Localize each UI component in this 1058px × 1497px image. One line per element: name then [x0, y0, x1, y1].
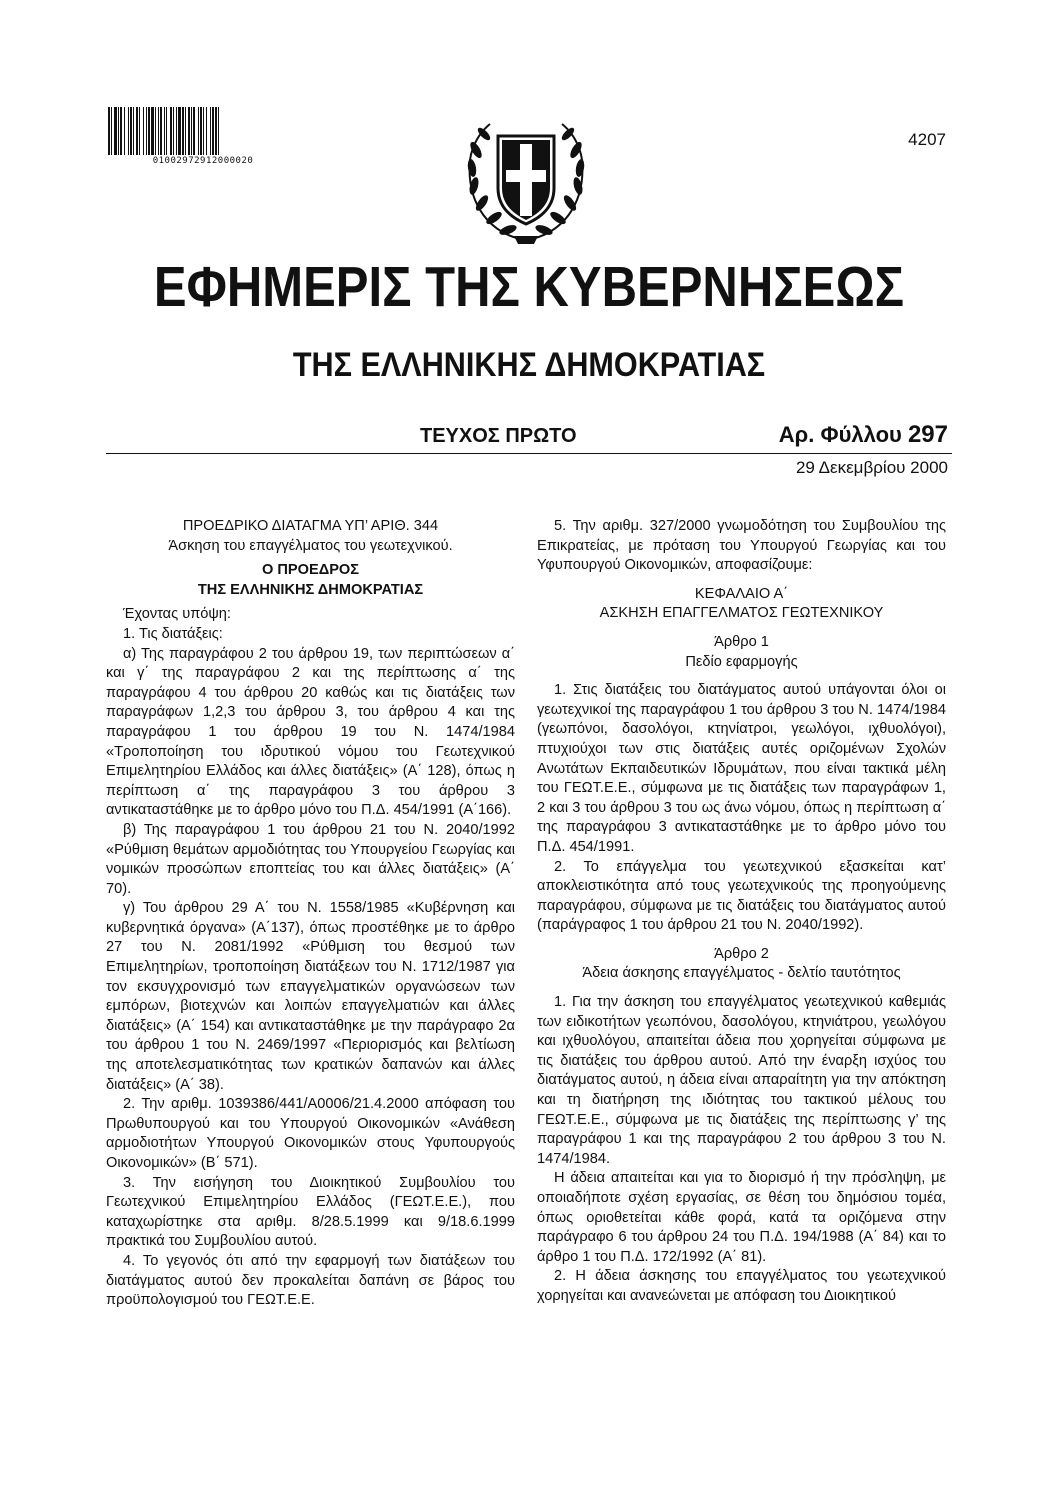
having-regard: Έχοντας υπόψη:	[123, 606, 231, 623]
paragraph: 1. Στις διατάξεις του διατάγματος αυτού υπάγονται όλοι οι γεωτεχνικοί της παραγράφου 1 του άρθρου 3 του Ν. 1474/1984 (γεωπόνοι, δασολόγοι, κτηνίατροι, γεωλόγοι, ιχθυολόγοι), πτυχιούχοι των στις διατάξεις αυτές οριζομένων Σχολών Ανωτάτων Εκπαιδευτικών Ιδρυμάτων, που είναι τακτικά μέλη του ΓΕΩΤ.Ε.Ε., σύμφωνα με τις διατάξεις των παραγράφων 1, 2 και 3 του άρθρου 3 του ως άνω νόμου, όπως η περίπτωση α΄ της παραγράφου 3 αντικαταστάθηκε με το άρθρο μόνο του Π.Δ. 454/1991.	[537, 682, 946, 855]
article-heading: Άρθρο 1	[714, 633, 769, 650]
issue-type: ΤΕΥΧΟΣ ΠΡΩΤΟ	[420, 425, 577, 447]
paragraph: 4. Το γεγονός ότι από την εφαρμογή των διατάξεων του διατάγματος αυτού δεν προκαλείται δαπάνη σε βάρος του προϋπολογισμού του ΓΕΩΤ.Ε.Ε.	[106, 1252, 515, 1309]
paragraph: 1. Για την άσκηση του επαγγέλματος γεωτεχνικού καθεμιάς των ειδικοτήτων γεωπόνου, δασολόγου, κτηνιάτρου, γεωλόγου και ιχθυολόγου, απαιτείται άδεια που χορηγείται σύμφωνα με τις διατάξεις του άρθρου αυτού. Από την έναρξη ισχύος του διατάγματος αυτού, η άδεια είναι απαραίτητη για την απόκτηση και τη διατήρηση της ιδιότητας του τακτικού μέλους του ΓΕΩΤ.Ε.Ε., σύμφωνα με τις διατάξεις της περίπτωσης γ’ της παραγράφου 1 και της παραγράφου 2 του άρθρου 3 του Ν. 1474/1984.	[537, 994, 946, 1167]
paragraph: 3. Την εισήγηση του Διοικητικού Συμβουλίου του Γεωτεχνικού Επιμελητηρίου Ελλάδος (ΓΕΩΤ.Ε.Ε.), που καταχωρίστηκε στα αριθμ. 8/28.5.1999 και 9/18.6.1999 πρακτικά του Συμβουλίου αυτού.	[106, 1174, 515, 1250]
coat-of-arms-emblem	[456, 110, 596, 250]
paragraph: γ) Του άρθρου 29 Α΄ του Ν. 1558/1985 «Κυβέρνηση και κυβερνητικά όργανα» (Α΄137), όπως προστέθηκε με το άρθρο 27 του Ν. 2081/1992 «Ρύθμιση του θεσμού των Επιμελητηρίων, τροποποίηση διατάξεων του Ν. 1712/1987 για τον εκσυγχρονισμό των επαγγελματικών οργανώσεων των εμπόρων, βιοτεχνών και λοιπών επαγγελματιών και άλλες διατάξεις» (Α΄ 154) και αντικαταστάθηκε με την παράγραφο 2α του άρθρου 1 του Ν. 2469/1997 «Περιορισμός και βελτίωση της αποτελεσματικότητας των κρατικών δαπανών και άλλες διατάξεις» (Α΄ 38).	[106, 900, 515, 1093]
issue-date: 29 Δεκεμβρίου 2000	[795, 458, 948, 477]
gazette-title: ΕΦΗΜΕΡΙΣ ΤΗΣ ΚΥΒΕΡΝΗΣΕΩΣ	[153, 255, 905, 319]
chapter-heading: ΚΕΦΑΛΑΙΟ Α΄	[694, 585, 789, 602]
paragraph: 2. Το επάγγελμα του γεωτεχνικού εξασκείται κατ’ αποκλειστικότητα από τους γεωτεχνικούς της προηγούμενης παραγράφου, σύμφωνα με τις διατάξεις του διατάγματος αυτού (παράγραφος 1 του άρθρου 21 του Ν. 2040/1992).	[537, 858, 946, 934]
paragraph: Η άδεια απαιτείται και για το διορισμό ή την πρόσληψη, με οποιαδήποτε σχέση εργασίας, σε θέση του δημόσιου τομέα, όπως οριοθετείται κάθε φορά, κατά τα οριζόμενα στην παράγραφο 6 του άρθρου 24 του Π.Δ. 194/1988 (Α΄ 84) και το άρθρο 1 του Π.Δ. 172/1992 (Α΄ 81).	[537, 1170, 946, 1265]
barcode-bars	[108, 107, 298, 155]
paragraph: 2. Την αριθμ. 1039386/441/Α0006/21.4.2000 απόφαση του Πρωθυπουργού και του Υπουργού Οικονομικών «Ανάθεση αρμοδιοτήτων Υπουργού Οικονομικών στους Υφυπουργούς Οικονομικών» (Β΄ 571).	[106, 1096, 515, 1171]
article-title: Άδεια άσκησης επαγγέλματος - δελτίο ταυτότητος	[582, 965, 901, 982]
decree-subject: Άσκηση του επαγγέλματος του γεωτεχνικού.	[168, 537, 453, 554]
barcode-number: 01002972912000020	[152, 156, 254, 166]
gazette-subtitle: ΤΗΣ ΕΛΛΗΝΙΚΗΣ ΔΗΜΟΚΡΑΤΙΑΣ	[292, 346, 766, 384]
barcode	[108, 107, 298, 171]
page-number: 4207	[908, 130, 946, 149]
president-heading-line2: ΤΗΣ ΕΛΛΗΝΙΚΗΣ ΔΗΜΟΚΡΑΤΙΑΣ	[197, 581, 424, 598]
decree-title: ΠΡΟΕΔΡΙΚΟ ΔΙΑΤΑΓΜΑ ΥΠ’ ΑΡΙΘ. 344	[182, 518, 439, 534]
left-column	[106, 517, 515, 1311]
sheet-number-line	[779, 421, 948, 449]
chapter-title: ΑΣΚΗΣΗ ΕΠΑΓΓΕΛΜΑΤΟΣ ΓΕΩΤΕΧΝΙΚΟΥ	[599, 605, 884, 622]
article-heading: Άρθρο 2	[714, 945, 769, 962]
paragraph: 5. Την αριθμ. 327/2000 γνωμοδότηση του Συμβουλίου της Επικρατείας, με πρόταση του Υπουργού Γεωργίας και του Υφυπουργού Οικονομικών, αποφασίζουμε:	[537, 518, 946, 574]
paragraph: α) Της παραγράφου 2 του άρθρου 19, των περιπτώσεων α΄ και γ΄ της παραγράφου 2 και της περίπτωσης α΄ της παραγράφου 4 του άρθρου 20 καθώς και τις διατάξεις των παραγράφων 1,2,3 του άρθρου 3, του άρθρου 4 και της παραγράφου 1 του άρθρου 19 του Ν. 1474/1984 «Τροποποίηση του ιδρυτικού νόμου του Γεωτεχνικού Επιμελητηρίου Ελλάδος και άλλες διατάξεις» (Α΄ 128), όπως η περίπτωση α΄ της παραγράφου 3 του άρθρου 3 αντικαταστάθηκε με το άρθρο μόνο του Π.Δ. 454/1991 (Α΄166).	[106, 645, 515, 819]
sheet-number: 297	[907, 421, 948, 448]
sheet-label: Αρ. Φύλλου	[778, 422, 902, 447]
paragraph: β) Της παραγράφου 1 του άρθρου 21 του Ν. 2040/1992 «Ρύθμιση θεμάτων αρμοδιότητας του Υπουργείου Γεωργίας και νομικών προσώπων εποπτείας του και άλλες διατάξεις» (Α΄ 70).	[106, 821, 515, 897]
paragraph: 2. Η άδεια άσκησης του επαγγέλματος του γεωτεχνικού χορηγείται και ανανεώνεται με απόφαση του Διοικητικού	[537, 1268, 946, 1304]
paragraph: 1. Τις διατάξεις:	[123, 625, 223, 642]
article-title: Πεδίο εφαρμογής	[685, 653, 798, 670]
president-heading-line1: Ο ΠΡΟΕΔΡΟΣ	[261, 562, 360, 579]
header-divider	[106, 453, 952, 454]
right-column	[537, 517, 946, 1307]
barcode-bar	[219, 107, 221, 155]
